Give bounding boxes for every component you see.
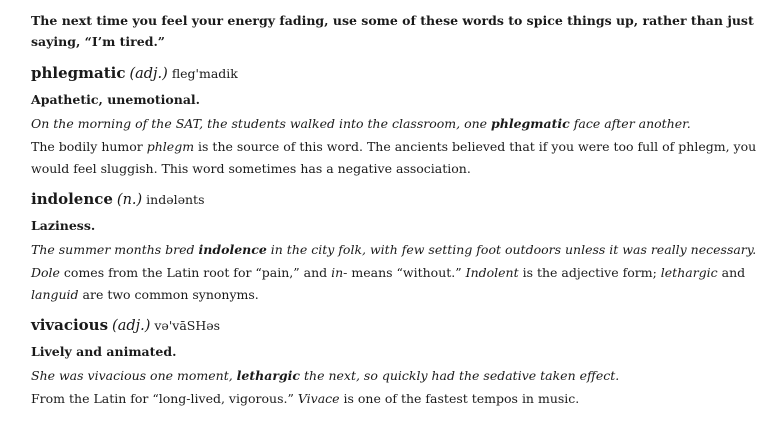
note-segment: From the Latin for “long-lived, vigorous.” bbox=[31, 391, 298, 406]
entry-example bbox=[31, 238, 766, 262]
note-segment: comes from the Latin root for “pain,” and bbox=[59, 265, 332, 280]
pronunciation: və'vāSHəs bbox=[154, 318, 221, 333]
note-italic-segment: phlegm bbox=[146, 139, 195, 154]
entry-word: vivacious bbox=[31, 316, 109, 334]
pronunciation: indələnts bbox=[146, 192, 205, 207]
entry-note bbox=[31, 262, 766, 306]
entry-definition: Lively and animated. bbox=[31, 344, 177, 359]
entry-example bbox=[31, 112, 766, 136]
note-segment: means “without.” bbox=[347, 265, 466, 280]
note-segment: is one of the fastest tempos in music. bbox=[339, 391, 580, 406]
note-italic-segment: Indolent bbox=[465, 265, 519, 280]
note-segment: is the source of this word. The ancients believed that if you were too full of phlegm, you would feel sluggish. This word sometimes has a negative association. bbox=[31, 139, 757, 176]
entry-heading bbox=[31, 62, 766, 85]
example-segment: face after another. bbox=[569, 116, 691, 131]
entry-example bbox=[31, 364, 766, 388]
note-italic-segment: Vivace bbox=[297, 391, 340, 406]
entry-word: indolence bbox=[31, 190, 113, 208]
example-segment: in the city folk, with few setting foot outdoors unless it was really necessary. bbox=[266, 242, 757, 257]
note-segment: and bbox=[717, 265, 746, 280]
note-segment: are two common synonyms. bbox=[78, 287, 259, 302]
part-of-speech: (adj.) bbox=[112, 318, 151, 334]
entry-definition: Laziness. bbox=[31, 218, 96, 233]
note-segment: is the adjective form; bbox=[518, 265, 661, 280]
entry-heading bbox=[31, 188, 766, 211]
note-italic-segment: Dole bbox=[31, 265, 60, 280]
entry-phlegmatic bbox=[31, 62, 766, 180]
entry-vivacious bbox=[31, 314, 766, 410]
example-segment: the next, so quickly had the sedative taken effect. bbox=[300, 368, 620, 383]
example-segment: On the morning of the SAT, the students walked into the classroom, one bbox=[31, 116, 492, 131]
note-italic-segment: languid bbox=[31, 287, 79, 302]
entry-note bbox=[31, 136, 766, 180]
example-segment: She was vivacious one moment, bbox=[31, 368, 237, 383]
example-keyword: phlegmatic bbox=[491, 116, 570, 131]
entry-word: phlegmatic bbox=[31, 64, 126, 82]
example-keyword: indolence bbox=[198, 242, 267, 257]
note-italic-segment: in- bbox=[331, 265, 348, 280]
entry-heading bbox=[31, 314, 766, 337]
note-italic-segment: lethargic bbox=[660, 265, 718, 280]
entry-indolence bbox=[31, 188, 766, 306]
pronunciation: fleg'madik bbox=[171, 66, 238, 81]
example-keyword: lethargic bbox=[236, 368, 301, 383]
part-of-speech: (adj.) bbox=[129, 66, 168, 82]
part-of-speech: (n.) bbox=[116, 192, 143, 208]
note-segment: The bodily humor bbox=[31, 139, 147, 154]
entry-note bbox=[31, 388, 766, 410]
entry-definition: Apathetic, unemotional. bbox=[31, 92, 201, 107]
example-segment: The summer months bred bbox=[31, 242, 199, 257]
intro-paragraph: The next time you feel your energy fading, use some of these words to spice things up, rather than just saying, “I’m tired.” bbox=[31, 13, 754, 49]
